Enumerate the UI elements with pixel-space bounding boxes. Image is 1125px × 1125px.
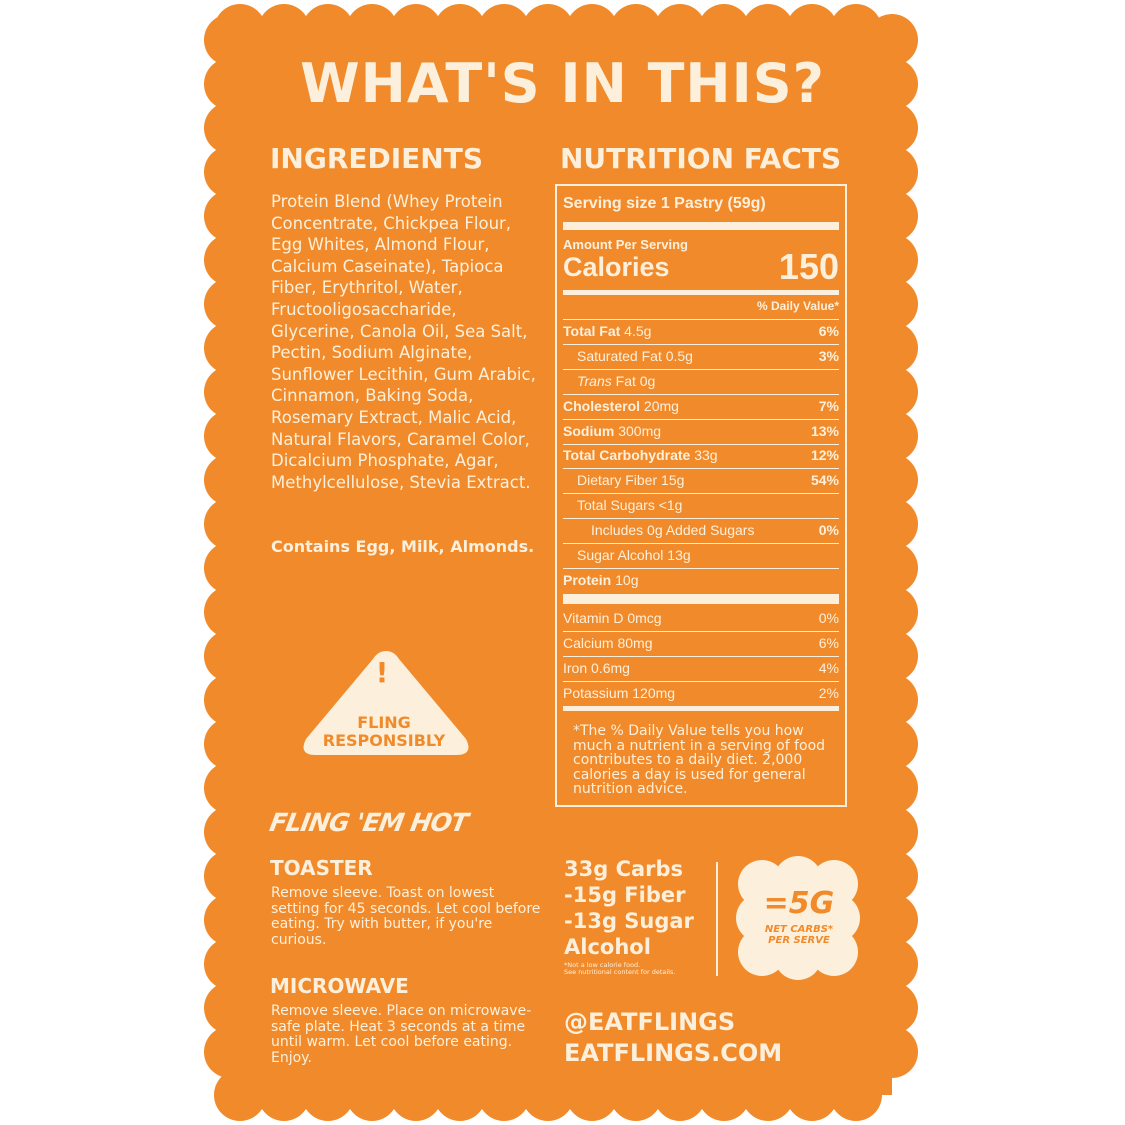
vitamin-daily-value: 6% [818, 635, 839, 651]
nutrient-amount: 10g [611, 572, 639, 588]
nutrient-amount: 13g [663, 547, 691, 563]
nutrient-row [577, 348, 839, 364]
divider [563, 568, 839, 569]
page-title: WHAT'S IN THIS? [300, 52, 825, 115]
vitamin-label: Vitamin D 0mcg [563, 610, 662, 626]
nutrition-facts-heading: NUTRITION FACTS [560, 142, 842, 175]
divider [563, 344, 839, 345]
toaster-instructions: Remove sleeve. Toast on lowest setting for 45 seconds. Let cool before eating. Try with butter, if you're curious. [271, 885, 541, 948]
nutrient-label: Saturated Fat [577, 348, 662, 364]
nutrient-amount: 15g [657, 472, 685, 488]
vitamin-row [563, 635, 839, 651]
nutrient-daily-value: 6% [818, 323, 839, 339]
fling-responsibly-text: FLING RESPONSIBLY [322, 713, 446, 750]
ingredients-list: Protein Blend (Whey Protein Concentrate, Chickpea Flour, Egg Whites, Almond Flour, Calcium Caseinate), Tapioca Fiber, Erythritol, Water, Fructooligosaccharide, Glycerine, Canola Oil, Sea Salt, Pectin, Sodium Alginate, Sunflower Lecithin, Gum Arabic, Cinnamon, Baking Soda, Rosemary Extract, Malic Acid, Natural Flavors, Caramel Color, Dicalcium Phosphate, Agar, Methylcellulose, Stevia Extract. [271, 192, 536, 492]
nutrient-label: Total Fat [563, 323, 621, 339]
nutrient-amount: 0.5g [661, 348, 693, 364]
nutrient-row [577, 547, 839, 563]
nutrient-label: Total Carbohydrate [563, 447, 691, 463]
nutrient-row [563, 398, 839, 414]
divider [563, 681, 839, 682]
exclamation-icon: ! [375, 656, 389, 689]
nutrient-row [563, 447, 839, 463]
nutrient-daily-value: 0% [818, 522, 839, 538]
microwave-instructions: Remove sleeve. Place on microwave-safe plate. Heat 3 seconds at a time until warm. Let cool before eating. Enjoy. [271, 1003, 532, 1066]
vitamin-daily-value: 2% [818, 685, 839, 701]
nutrient-amount: Fat 0g [611, 373, 656, 389]
nutrient-row [563, 323, 839, 339]
nutrient-row [577, 497, 839, 513]
divider [563, 656, 839, 657]
calories-value: 150 [778, 246, 839, 287]
medium-divider [563, 290, 839, 295]
divider [563, 319, 839, 320]
net-carbs-disclaimer [564, 962, 675, 976]
carbs-line: 33g Carbs [564, 857, 684, 881]
ingredients-heading: INGREDIENTS [270, 142, 484, 175]
website-url: EATFLINGS.COM [564, 1039, 783, 1067]
fiber-line: -15g Fiber [564, 883, 686, 907]
nutrient-row [577, 472, 839, 488]
nutrient-label: Sodium [563, 423, 615, 439]
disclaimer-line: See nutritional content for details. [564, 968, 676, 976]
divider [563, 369, 839, 370]
nutrient-daily-value: 7% [818, 398, 839, 414]
divider [563, 543, 839, 544]
calories-label: Calories [563, 252, 670, 282]
nutrient-label: Sugar Alcohol [577, 547, 664, 563]
nutrient-label: Trans [577, 373, 612, 389]
nutrient-daily-value: 3% [818, 348, 839, 364]
nutrient-amount: 300mg [614, 423, 662, 439]
vitamin-row [563, 660, 839, 676]
vitamin-label: Potassium 120mg [563, 685, 676, 701]
nutrient-row [591, 522, 839, 538]
vertical-divider [716, 862, 718, 976]
divider [563, 394, 839, 395]
divider [563, 631, 839, 632]
cooking-heading: FLING 'EM HOT [267, 808, 470, 837]
alcohol-line: Alcohol [564, 935, 651, 959]
divider [563, 419, 839, 420]
nutrition-facts-panel [555, 184, 847, 807]
vitamin-daily-value: 4% [818, 660, 839, 676]
nutrient-daily-value: 13% [810, 423, 839, 439]
daily-value-header: % Daily Value* [756, 299, 839, 313]
badge-label-line: PER SERVE [768, 935, 830, 946]
thick-divider [563, 594, 839, 604]
medium-divider [563, 706, 839, 711]
nutrient-amount: 4.5g [620, 323, 652, 339]
net-carbs-value: =5G [763, 886, 835, 921]
social-handle: @EATFLINGS [564, 1008, 736, 1036]
nutrient-daily-value: 54% [810, 472, 839, 488]
sugar-line: -13g Sugar [564, 909, 694, 933]
divider [563, 518, 839, 519]
nutrient-label: Protein [563, 572, 612, 588]
net-carbs-label [740, 924, 858, 946]
nutrient-row [577, 373, 839, 389]
vitamin-label: Iron 0.6mg [563, 660, 630, 676]
nutrient-label: Includes 0g Added Sugars [591, 522, 755, 538]
nutrient-row [563, 423, 839, 439]
nutrient-amount: 33g [690, 447, 718, 463]
vitamin-row [563, 610, 839, 626]
calories-row [563, 246, 839, 287]
toaster-heading: TOASTER [270, 856, 373, 880]
nutrient-label: Dietary Fiber [577, 472, 658, 488]
microwave-heading: MICROWAVE [270, 974, 409, 998]
nutrient-label: Cholesterol [563, 398, 641, 414]
badge-label-line: NET CARBS* [764, 924, 834, 935]
nutrient-label: Total Sugars [577, 497, 655, 513]
nutrient-row [563, 572, 839, 588]
disclaimer-line: *Not a low calorie food. [564, 961, 641, 969]
vitamin-row [563, 685, 839, 701]
nutrient-amount: 20mg [640, 398, 679, 414]
thick-divider [563, 222, 839, 230]
divider [563, 444, 839, 445]
nutrient-amount: <1g [654, 497, 683, 513]
vitamin-daily-value: 0% [818, 610, 839, 626]
divider [563, 468, 839, 469]
serving-size: Serving size 1 Pastry (59g) [563, 195, 766, 212]
daily-value-footnote: *The % Daily Value tells you how much a nutrient in a serving of food contributes to a daily diet. 2,000 calories a day is used for general nutrition advice. [573, 723, 826, 797]
divider [563, 493, 839, 494]
nutrient-daily-value: 12% [810, 447, 839, 463]
amount-per-serving: Amount Per Serving [563, 237, 688, 252]
allergen-statement: Contains Egg, Milk, Almonds. [271, 537, 535, 556]
net-carbs-math [564, 856, 694, 960]
vitamin-label: Calcium 80mg [563, 635, 653, 651]
